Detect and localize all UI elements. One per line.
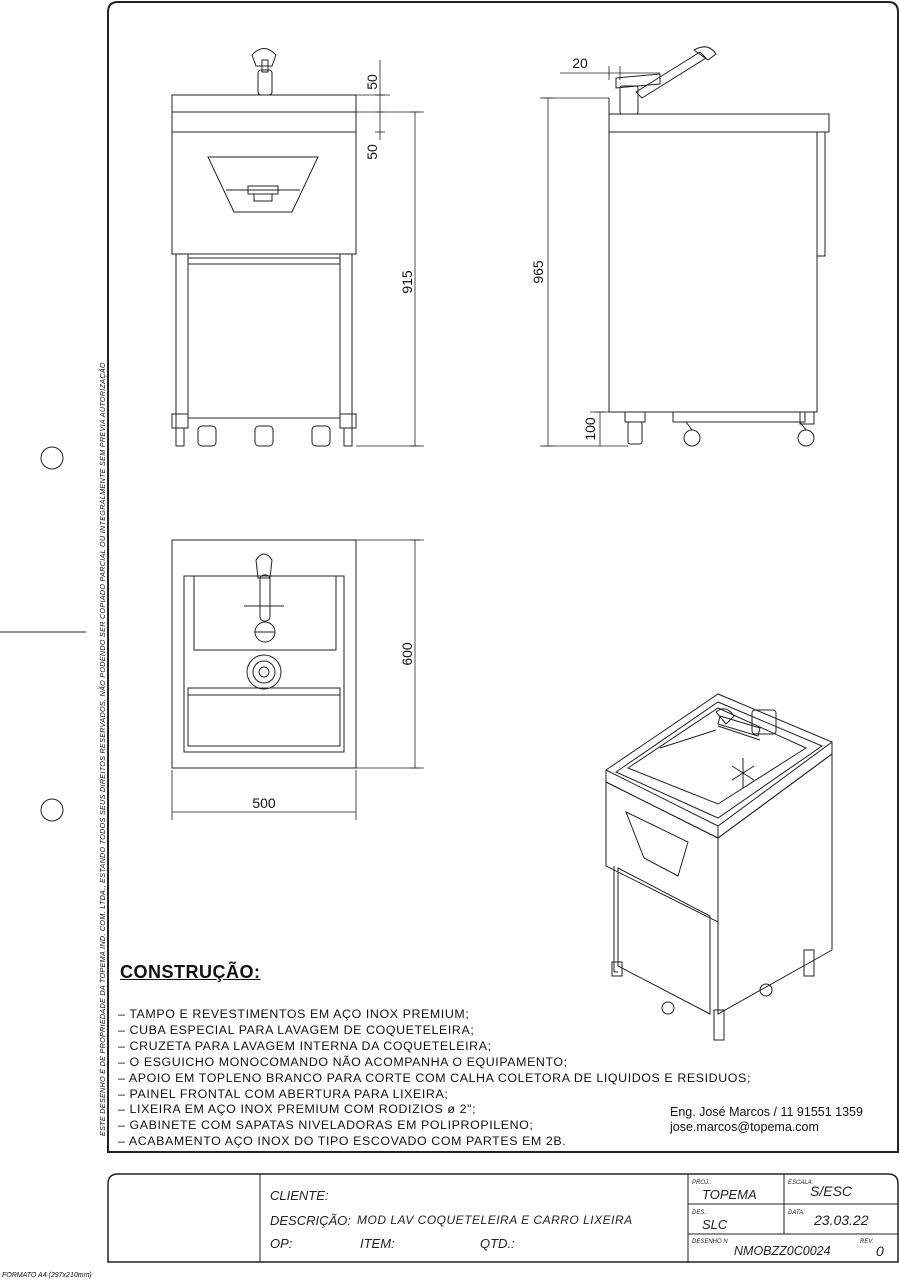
isometric-view bbox=[606, 694, 832, 1040]
dim-top-depth: 600 bbox=[399, 642, 415, 666]
des-value: SLC bbox=[702, 1217, 728, 1232]
construction-item: – ACABAMENTO AÇO INOX DO TIPO ESCOVADO COM PARTES EM 2B. bbox=[118, 1134, 751, 1150]
engineer-email: jose.marcos@topema.com bbox=[670, 1120, 819, 1134]
dim-side-base: 100 bbox=[582, 417, 598, 441]
rev-label: REV. bbox=[860, 1239, 874, 1245]
top-view bbox=[172, 540, 356, 768]
item-label: ITEM: bbox=[360, 1236, 395, 1251]
copyright-note: ESTE DESENHO É DE PROPRIEDADE DA TOPEMA IND. COM. LTDA., ESTANDO TODOS SEUS DIREITOS RESERVADOS, NÃO PODENDO SER COPIADO PARCIAL OU INTEGRALMENTE SEM PREVIA AUTORIZAÇÃO bbox=[98, 362, 107, 1136]
side-dimension-lines bbox=[540, 66, 660, 446]
proj-value: TOPEMA bbox=[702, 1187, 757, 1202]
escala-value: S/ESC bbox=[810, 1183, 853, 1199]
construction-item: – PAINEL FRONTAL COM ABERTURA PARA LIXEIRA; bbox=[118, 1087, 751, 1103]
format-note: FORMATO A4 (297x210mm) bbox=[2, 1272, 92, 1279]
construction-item: – CUBA ESPECIAL PARA LAVAGEM DE COQUETELEIRA; bbox=[118, 1023, 751, 1039]
dim-front-height: 915 bbox=[399, 270, 415, 294]
dim-top-width: 500 bbox=[252, 795, 276, 811]
descricao-label: DESCRIÇÃO: bbox=[270, 1213, 351, 1228]
desenho-label: DESENHO N bbox=[692, 1239, 728, 1245]
qtd-label: QTD.: bbox=[480, 1236, 515, 1251]
data-label: DATA: bbox=[788, 1210, 805, 1216]
side-view bbox=[609, 47, 829, 446]
front-view bbox=[172, 49, 356, 447]
construction-item: – APOIO EM TOPLENO BRANCO PARA CORTE COM CALHA COLETORA DE LIQUIDOS E RESIDUOS; bbox=[118, 1071, 751, 1087]
proj-label: PROJ.: bbox=[692, 1180, 712, 1186]
construction-item: – O ESGUICHO MONOCOMANDO NÃO ACOMPANHA O EQUIPAMENTO; bbox=[118, 1055, 751, 1071]
binder-hole-bottom bbox=[41, 799, 63, 821]
construction-list bbox=[118, 1007, 751, 1150]
rev-value: 0 bbox=[876, 1243, 884, 1259]
dim-side-offset: 20 bbox=[572, 55, 588, 71]
front-dimension-lines bbox=[356, 60, 424, 446]
descricao-value: MOD LAV COQUETELEIRA E CARRO LIXEIRA bbox=[357, 1213, 633, 1227]
cliente-label: CLIENTE: bbox=[270, 1188, 329, 1203]
construction-item: – TAMPO E REVESTIMENTOS EM AÇO INOX PREMIUM; bbox=[118, 1007, 751, 1023]
construction-item: – CRUZETA PARA LAVAGEM INTERNA DA COQUETELEIRA; bbox=[118, 1039, 751, 1055]
desenho-value: NMOBZZ0C0024 bbox=[734, 1244, 831, 1258]
des-label: DES.: bbox=[692, 1210, 708, 1216]
construction-item: – GABINETE COM SAPATAS NIVELADORAS EM POLIPROPILENO; bbox=[118, 1118, 751, 1134]
construction-heading: CONSTRUÇÃO: bbox=[120, 962, 261, 982]
data-value: 23.03.22 bbox=[814, 1212, 869, 1228]
dim-front-top-a: 50 bbox=[364, 74, 380, 90]
top-dimension-lines bbox=[172, 540, 424, 820]
engineer-contact bbox=[670, 1105, 863, 1135]
op-label: OP: bbox=[270, 1236, 293, 1251]
binder-hole-top bbox=[41, 447, 63, 469]
dim-side-height: 965 bbox=[530, 260, 546, 284]
engineer-name-phone: Eng. José Marcos / 11 91551 1359 bbox=[670, 1105, 863, 1119]
escala-label: ESCALA: bbox=[788, 1180, 814, 1186]
construction-item: – LIXEIRA EM AÇO INOX PREMIUM COM RODIZIOS ø 2"; bbox=[118, 1102, 751, 1118]
dim-front-top-b: 50 bbox=[364, 144, 380, 160]
